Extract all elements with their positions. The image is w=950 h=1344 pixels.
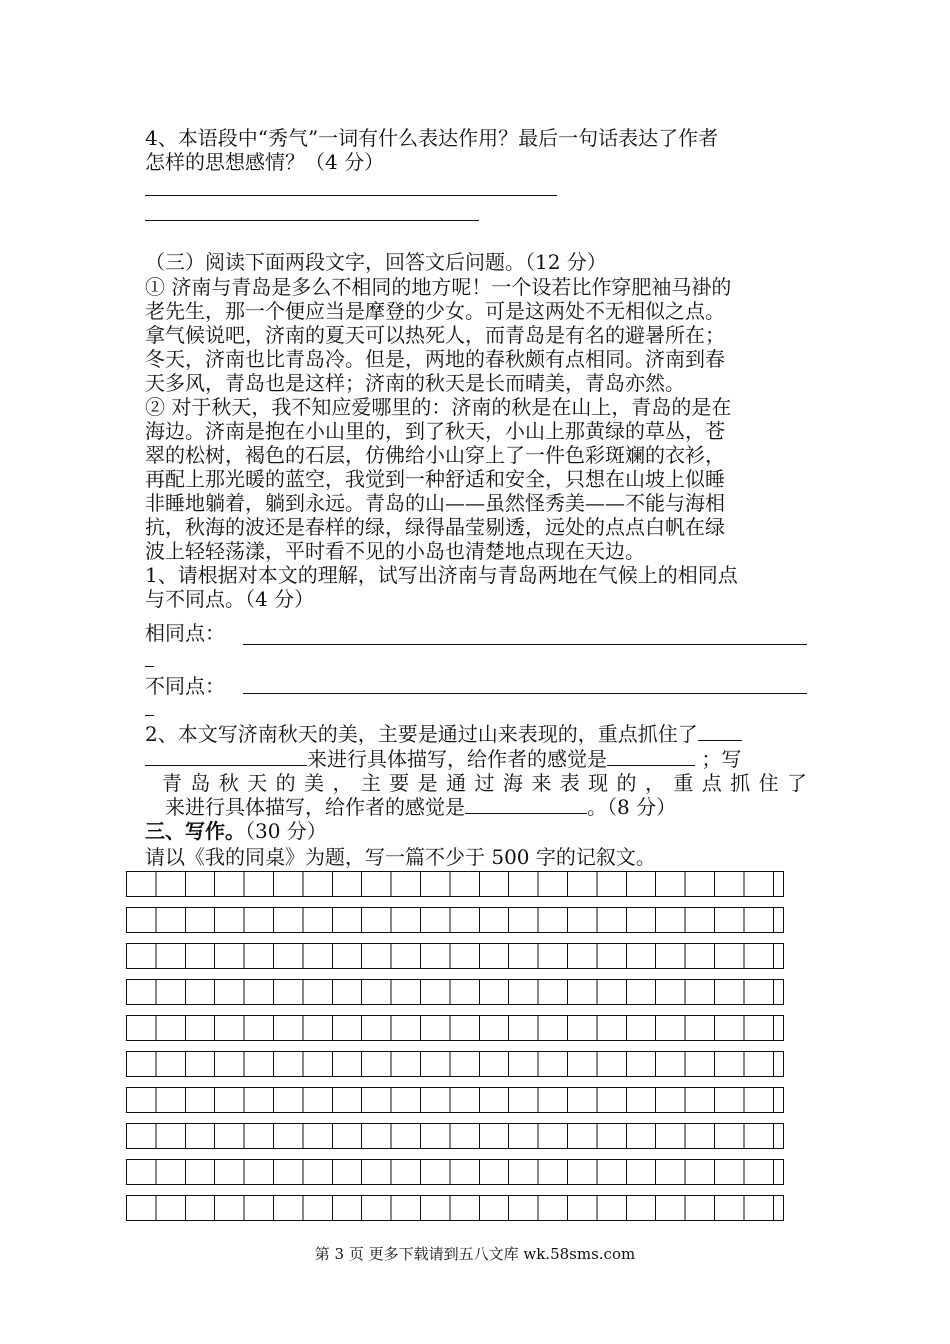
q2-blank-4[interactable] <box>465 795 587 814</box>
same-point-label: 相同点： <box>145 621 225 645</box>
grid-row[interactable] <box>126 1051 784 1077</box>
grid-row[interactable] <box>126 1195 784 1221</box>
grid-row[interactable] <box>126 1123 784 1149</box>
grid-row[interactable] <box>126 1087 784 1113</box>
q2-text-2: 来进行具体描写，给作者的感觉是 <box>307 747 607 771</box>
para2-line: 再配上那光暖的蓝空，我觉到一种舒适和安全，只想在山坡上似睡 <box>145 467 725 491</box>
para2-line: ② 对于秋天，我不知应爱哪里的：济南的秋是在山上，青岛的是在 <box>145 395 732 419</box>
q4-line-1: 4、本语段中“秀气”一词有什么表达作用？最后一句话表达了作者 <box>145 126 719 150</box>
q2-blank-1-start[interactable] <box>698 722 742 741</box>
answer-line-2 <box>145 220 479 221</box>
q2-text-1: 2、本文写济南秋天的美，主要是通过山来表现的，重点抓住了 <box>145 722 698 746</box>
q2-line-2 <box>145 747 810 771</box>
q2-line-3: 青岛秋天的美，主要是通过海来表现的，重点抓住了 <box>162 771 807 795</box>
para1-line: 老先生，那一个便应当是摩登的少女。可是这两处不无相似之点。 <box>145 299 725 323</box>
answer-line-1 <box>145 195 557 196</box>
q2-text-4a: 来进行具体描写，给作者的感觉是 <box>165 795 465 819</box>
para1-line: ① 济南与青岛是多么不相同的地方呢！一个设若比作穿肥袖马褂的 <box>145 275 732 299</box>
para2-line: 波上轻轻荡漾，平时看不见的小岛也清楚地点现在天边。 <box>145 539 645 563</box>
para1-line: 拿气候说吧，济南的夏天可以热死人，而青岛是有名的避暑所在； <box>145 323 725 347</box>
writing-prompt: 请以《我的同桌》为题，写一篇不少于 500 字的记叙文。 <box>145 845 656 869</box>
q1-line-2: 与不同点。（4 分） <box>145 587 315 611</box>
q2-text-4b: 。（8 分） <box>587 795 677 819</box>
page-footer: 第 3 页 更多下载请到五八文库 wk.58sms.com <box>314 1245 636 1263</box>
q4-line-2: 怎样的思想感情？（4 分） <box>145 150 385 174</box>
q2-line-1 <box>145 722 810 746</box>
q2-text-2-end: ；写 <box>701 747 742 771</box>
diff-point-answer-line[interactable] <box>243 693 807 694</box>
same-point-answer-line[interactable] <box>243 644 807 645</box>
writing-heading <box>145 819 810 843</box>
q2-blank-2[interactable] <box>607 747 695 766</box>
grid-row[interactable] <box>126 1159 784 1185</box>
q2-line-4 <box>165 795 830 819</box>
para2-line: 非睡地躺着，躺到永远。青岛的山——虽然怪秀美——不能与海相 <box>145 491 725 515</box>
composition-grid[interactable] <box>126 871 784 1231</box>
para2-line: 翠的松树，褐色的石层，仿佛给小山穿上了一件色彩斑斓的衣衫， <box>145 443 725 467</box>
grid-row[interactable] <box>126 871 784 897</box>
q1-line-1: 1、请根据对本文的理解，试写出济南与青岛两地在气候上的相同点 <box>145 563 738 587</box>
diff-point-label: 不同点： <box>145 674 225 698</box>
same-point-answer-tail <box>145 666 154 667</box>
para2-line: 抗，秋海的波还是春样的绿，绿得晶莹剔透，远处的点点白帆在绿 <box>145 515 725 539</box>
para2-line: 海边。济南是抱在小山里的，到了秋天，小山上那黄绿的草丛，苍 <box>145 419 725 443</box>
grid-row[interactable] <box>126 943 784 969</box>
writing-score: （30 分） <box>245 819 327 843</box>
q2-blank-1[interactable] <box>145 747 307 766</box>
grid-row[interactable] <box>126 979 784 1005</box>
section3-heading: （三）阅读下面两段文字，回答文后问题。（12 分） <box>145 250 607 274</box>
grid-row[interactable] <box>126 1015 784 1041</box>
para1-line: 冬天，济南也比青岛冷。但是，两地的春秋颇有点相同。济南到春 <box>145 347 725 371</box>
diff-point-answer-tail <box>145 715 154 716</box>
para1-line: 天多风，青岛也是这样；济南的秋天是长而晴美，青岛亦然。 <box>145 371 685 395</box>
writing-title: 三、写作。 <box>145 819 245 843</box>
grid-row[interactable] <box>126 907 784 933</box>
